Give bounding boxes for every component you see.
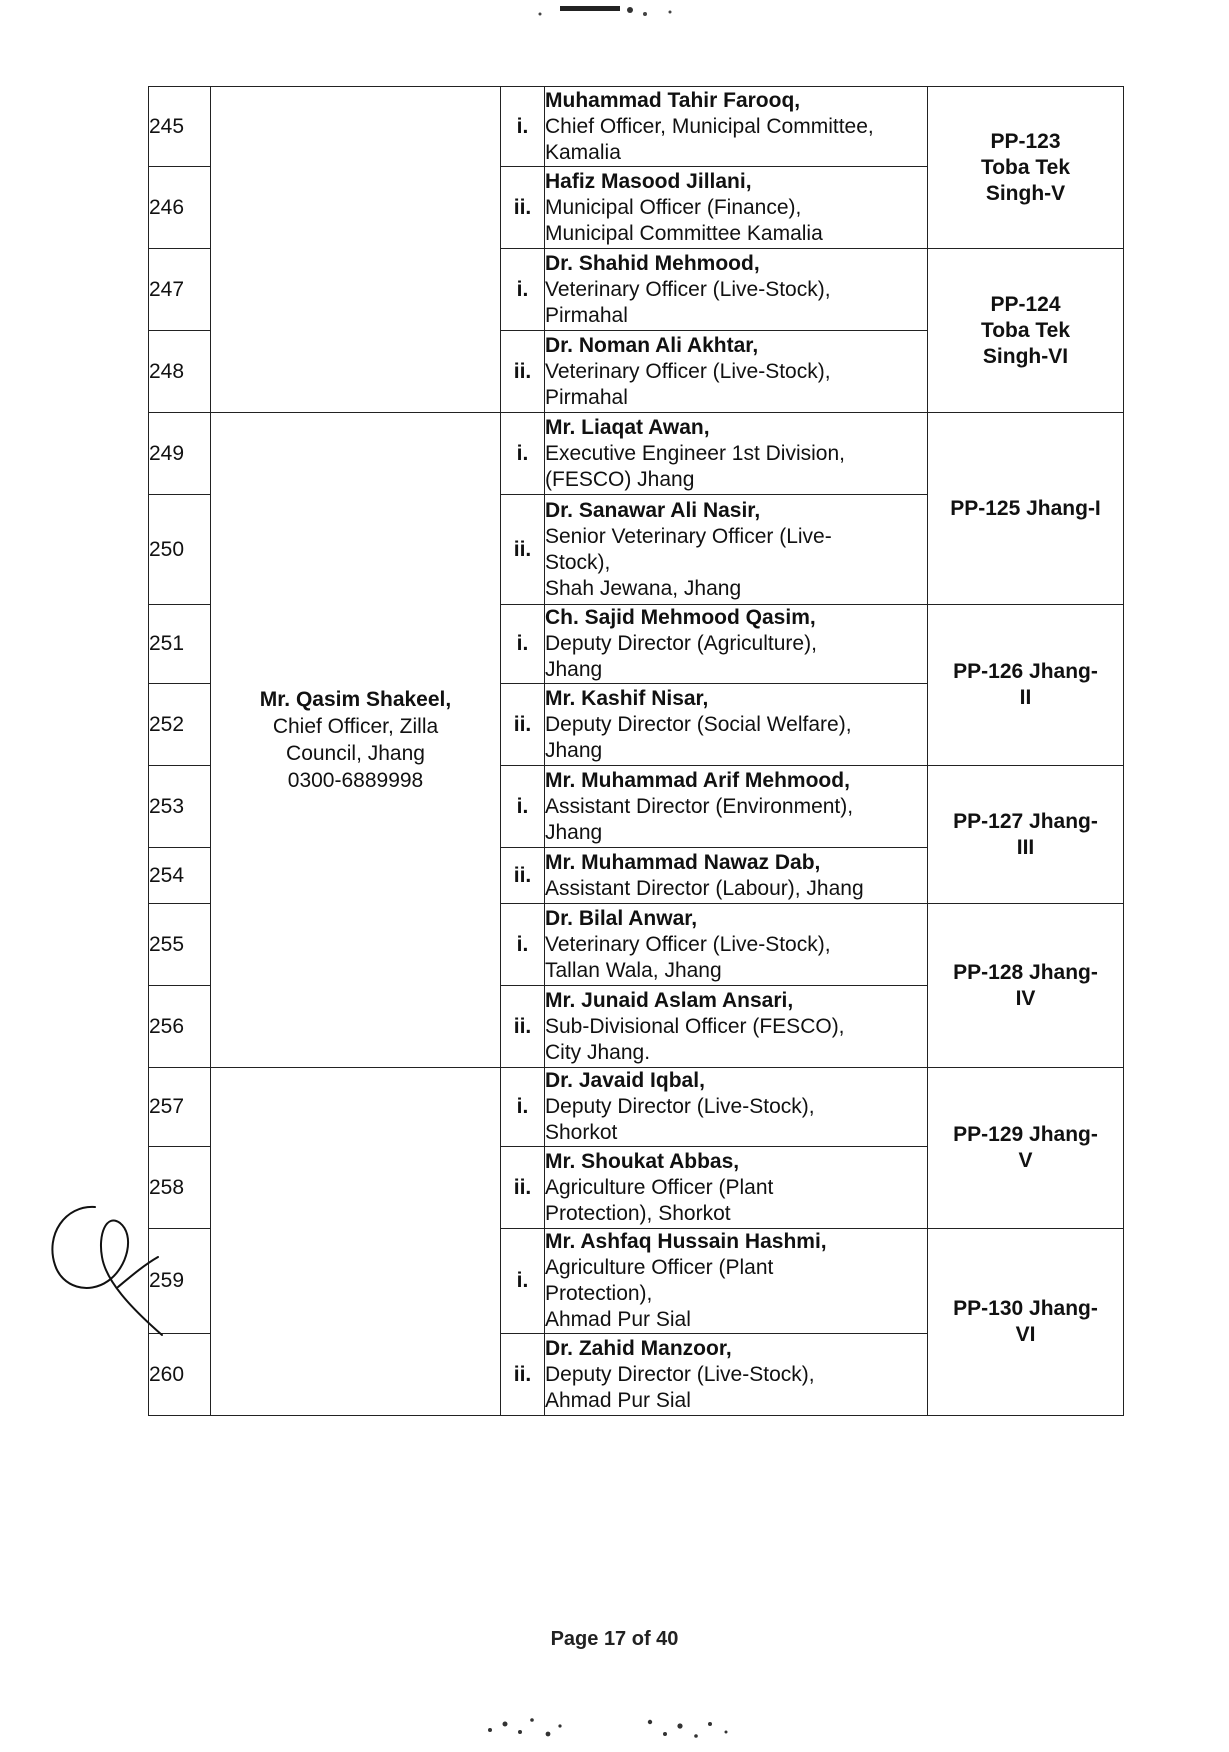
roman-ordinal: ii.	[501, 1334, 545, 1416]
assigned-officer-cell	[545, 605, 928, 684]
scan-smudge-bottom	[460, 1700, 780, 1752]
serial-number: 246	[149, 167, 211, 249]
serial-number: 255	[149, 904, 211, 986]
serial-number: 251	[149, 605, 211, 684]
constituency-cell	[928, 1229, 1124, 1416]
assigned-officer-name: Mr. Liaqat Awan,	[545, 415, 710, 439]
roman-ordinal: ii.	[501, 1147, 545, 1229]
roman-ordinal: i.	[501, 605, 545, 684]
assigned-officer-detail: Assistant Director (Labour), Jhang	[545, 876, 864, 900]
assigned-officer-detail: Deputy Director (Live-Stock),	[545, 1095, 815, 1118]
assigned-officer-detail: Ahmad Pur Sial	[545, 1388, 691, 1412]
assigned-officer-detail: Veterinary Officer (Live-Stock),	[545, 932, 831, 956]
assigned-officer-name: Mr. Muhammad Nawaz Dab,	[545, 850, 821, 874]
constituency-line: PP-124	[990, 292, 1061, 316]
constituency-line: II	[1019, 686, 1032, 709]
assigned-officer-detail: Chief Officer, Municipal Committee,	[545, 114, 874, 138]
officer-detail-line: 0300-6889998	[287, 769, 424, 792]
assigned-officer-cell	[545, 167, 928, 249]
officer-detail-line: Council, Jhang	[286, 742, 425, 765]
assigned-officer-detail: Veterinary Officer (Live-Stock),	[545, 359, 831, 383]
assigned-officer-detail: Municipal Committee Kamalia	[545, 221, 823, 245]
assigned-officer-name: Dr. Shahid Mehmood,	[545, 251, 760, 275]
assigned-officer-cell	[545, 413, 928, 495]
constituency-line: PP-128 Jhang-	[953, 960, 1098, 984]
constituency-cell	[928, 605, 1124, 766]
roman-ordinal: ii.	[501, 495, 545, 605]
roman-ordinal: ii.	[501, 331, 545, 413]
assigned-officer-detail: Kamalia	[545, 140, 621, 164]
assigned-officer-cell	[545, 684, 928, 766]
constituency-line: PP-126 Jhang-	[953, 660, 1098, 683]
assigned-officer-detail: Agriculture Officer (Plant	[545, 1256, 774, 1279]
roman-ordinal: i.	[501, 1229, 545, 1334]
serial-number: 256	[149, 986, 211, 1068]
serial-number: 254	[149, 848, 211, 904]
constituency-line: VI	[1015, 1323, 1036, 1346]
constituency-line: III	[1016, 835, 1035, 859]
constituency-cell	[928, 904, 1124, 1068]
assigned-officer-name: Mr. Kashif Nisar,	[545, 686, 709, 710]
roman-ordinal: ii.	[501, 684, 545, 766]
assigned-officer-detail: Ahmad Pur Sial	[545, 1308, 691, 1331]
assigned-officer-detail: Senior Veterinary Officer (Live-	[545, 524, 832, 548]
assigned-officer-detail: Veterinary Officer (Live-Stock),	[545, 277, 831, 301]
serial-number: 259	[149, 1229, 211, 1334]
assigned-officer-cell	[545, 904, 928, 986]
assigned-officer-detail: Stock),	[545, 550, 611, 574]
assigned-officer-detail: Protection),	[545, 1282, 653, 1305]
assigned-officer-detail: Pirmahal	[545, 385, 628, 409]
serial-number: 258	[149, 1147, 211, 1229]
serial-number: 260	[149, 1334, 211, 1416]
assigned-officer-cell	[545, 1147, 928, 1229]
assigned-officer-detail: Pirmahal	[545, 303, 628, 327]
assigned-officer-detail: Deputy Director (Live-Stock),	[545, 1362, 815, 1386]
table-row	[149, 413, 1124, 495]
roman-ordinal: ii.	[501, 986, 545, 1068]
assigned-officer-cell	[545, 986, 928, 1068]
assigned-officer-name: Dr. Zahid Manzoor,	[545, 1336, 732, 1360]
roman-ordinal: i.	[501, 249, 545, 331]
assigned-officer-detail: City Jhang.	[545, 1040, 651, 1064]
constituency-line: Singh-VI	[982, 344, 1069, 368]
constituency-line: Singh-V	[985, 181, 1066, 205]
assigned-officer-detail: Jhang	[545, 658, 603, 681]
assigned-officer-cell	[545, 1334, 928, 1416]
constituency-line: PP-127 Jhang-	[953, 809, 1098, 833]
serial-number: 253	[149, 766, 211, 848]
serial-number: 248	[149, 331, 211, 413]
assigned-officer-detail: Assistant Director (Environment),	[545, 794, 854, 818]
assigned-officer-cell	[545, 1229, 928, 1334]
assigned-officer-name: Ch. Sajid Mehmood Qasim,	[545, 606, 816, 629]
table-row	[149, 87, 1124, 167]
assigned-officer-name: Dr. Bilal Anwar,	[545, 906, 698, 930]
constituency-cell	[928, 766, 1124, 904]
constituency-cell	[928, 1068, 1124, 1229]
roman-ordinal: i.	[501, 1068, 545, 1147]
assigned-officer-cell	[545, 848, 928, 904]
officer-detail-line: Chief Officer, Zilla	[272, 715, 439, 738]
roman-ordinal: i.	[501, 413, 545, 495]
assigned-officer-detail: Jhang	[545, 820, 603, 844]
constituency-line: PP-123	[990, 129, 1061, 153]
constituency-cell	[928, 249, 1124, 413]
assigned-officer-cell	[545, 249, 928, 331]
assigned-officer-detail: Executive Engineer 1st Division,	[545, 441, 845, 465]
assigned-officer-detail: Agriculture Officer (Plant	[545, 1175, 774, 1199]
assigned-officer-detail: Jhang	[545, 738, 603, 762]
assigned-officer-name: Mr. Muhammad Arif Mehmood,	[545, 768, 850, 792]
table-row	[149, 1068, 1124, 1147]
roman-ordinal: i.	[501, 766, 545, 848]
assigned-officer-detail: Deputy Director (Agriculture),	[545, 632, 817, 655]
duty-roster-table	[148, 86, 1124, 1416]
assigned-officer-name: Mr. Ashfaq Hussain Hashmi,	[545, 1230, 827, 1253]
assigned-officer-name: Hafiz Masood Jillani,	[545, 169, 752, 193]
serial-number: 245	[149, 87, 211, 167]
supervising-officer-cell	[211, 87, 501, 413]
roman-ordinal: i.	[501, 87, 545, 167]
constituency-line: PP-129 Jhang-	[953, 1123, 1098, 1146]
assigned-officer-detail: Shah Jewana, Jhang	[545, 576, 742, 600]
officer-name: Mr. Qasim Shakeel,	[259, 688, 452, 711]
assigned-officer-cell	[545, 331, 928, 413]
roman-ordinal: i.	[501, 904, 545, 986]
serial-number: 250	[149, 495, 211, 605]
roman-ordinal: ii.	[501, 848, 545, 904]
assigned-officer-cell	[545, 495, 928, 605]
scan-smudge-top	[520, 0, 700, 26]
supervising-officer-cell	[211, 413, 501, 1068]
assigned-officer-detail: (FESCO) Jhang	[545, 467, 695, 491]
assigned-officer-name: Dr. Noman Ali Akhtar,	[545, 333, 759, 357]
assigned-officer-detail: Deputy Director (Social Welfare),	[545, 712, 852, 736]
supervising-officer-cell	[211, 1068, 501, 1416]
serial-number: 252	[149, 684, 211, 766]
serial-number: 257	[149, 1068, 211, 1147]
constituency-cell	[928, 87, 1124, 249]
constituency-line: PP-125 Jhang-I	[950, 496, 1101, 520]
assigned-officer-name: Muhammad Tahir Farooq,	[545, 88, 801, 112]
assigned-officer-detail: Protection), Shorkot	[545, 1201, 731, 1225]
roman-ordinal: ii.	[501, 167, 545, 249]
assigned-officer-detail: Municipal Officer (Finance),	[545, 195, 802, 219]
assigned-officer-cell	[545, 766, 928, 848]
assigned-officer-detail: Shorkot	[545, 1121, 618, 1144]
assigned-officer-detail: Tallan Wala, Jhang	[545, 958, 722, 982]
assigned-officer-cell	[545, 1068, 928, 1147]
assigned-officer-detail: Sub-Divisional Officer (FESCO),	[545, 1014, 845, 1038]
assigned-officer-name: Mr. Shoukat Abbas,	[545, 1149, 740, 1173]
serial-number: 249	[149, 413, 211, 495]
assigned-officer-name: Mr. Junaid Aslam Ansari,	[545, 988, 794, 1012]
constituency-cell	[928, 413, 1124, 605]
constituency-line: V	[1018, 1149, 1033, 1172]
handwritten-signature	[40, 1195, 180, 1340]
constituency-line: PP-130 Jhang-	[953, 1297, 1098, 1320]
constituency-line: IV	[1015, 986, 1036, 1010]
constituency-line: Toba Tek	[980, 155, 1071, 179]
page-number: Page 17 of 40	[550, 1628, 679, 1650]
constituency-line: Toba Tek	[980, 318, 1071, 342]
assigned-officer-name: Dr. Sanawar Ali Nasir,	[545, 498, 761, 522]
assigned-officer-cell	[545, 87, 928, 167]
assigned-officer-name: Dr. Javaid Iqbal,	[545, 1069, 705, 1092]
serial-number: 247	[149, 249, 211, 331]
